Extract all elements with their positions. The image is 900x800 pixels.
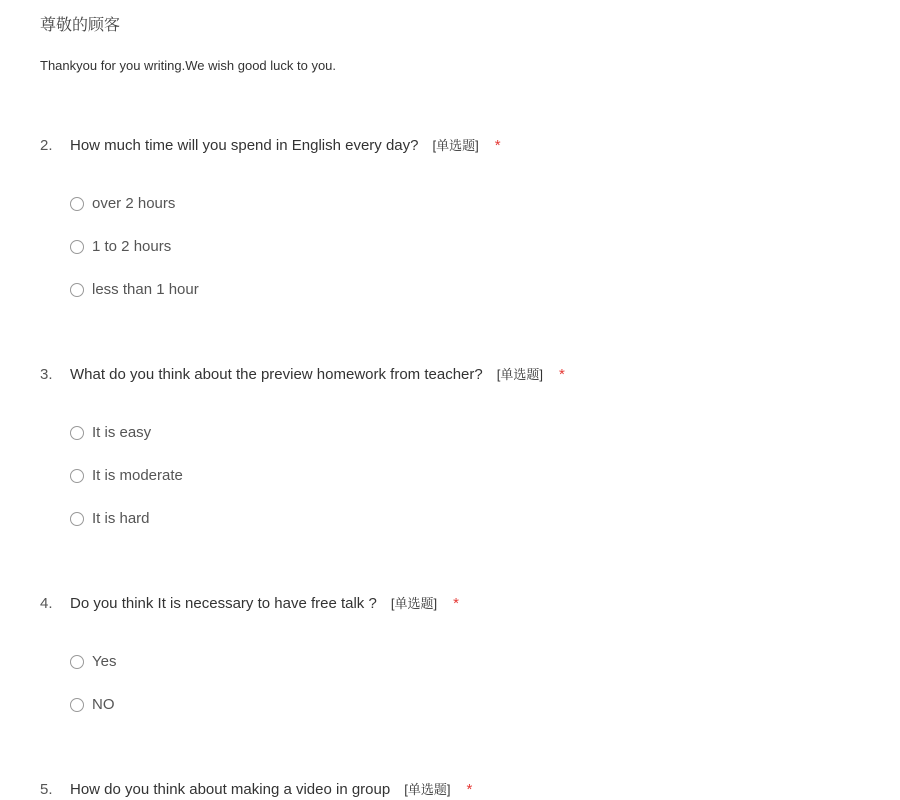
greeting-title: 尊敬的顾客 bbox=[40, 17, 121, 34]
question-type-tag: [单选题] bbox=[496, 367, 543, 382]
question-text: How much time will you spend in English every day? bbox=[70, 137, 419, 154]
radio-button[interactable] bbox=[70, 283, 84, 297]
question-type-tag: [单选题] bbox=[390, 596, 438, 611]
option-label: 1 to 2 hours bbox=[92, 238, 172, 255]
option-label: Yes bbox=[92, 653, 117, 670]
option-no[interactable] bbox=[70, 695, 116, 738]
option-yes[interactable] bbox=[70, 652, 116, 695]
radio-button[interactable] bbox=[70, 655, 84, 669]
option-label: It is hard bbox=[92, 510, 150, 527]
radio-button[interactable] bbox=[70, 469, 84, 483]
question-number: 5. bbox=[40, 781, 53, 798]
question-number: 3. bbox=[40, 366, 53, 383]
option-it-is-hard[interactable] bbox=[70, 509, 183, 552]
option-list bbox=[70, 652, 116, 738]
question-title bbox=[40, 779, 880, 800]
required-mark: * bbox=[494, 137, 501, 154]
question-text: How do you think about making a video in group bbox=[70, 781, 391, 798]
required-mark: * bbox=[466, 781, 473, 798]
option-it-is-moderate[interactable] bbox=[70, 466, 183, 509]
option-over-2-hours[interactable] bbox=[70, 194, 199, 237]
option-it-is-easy[interactable] bbox=[70, 423, 183, 466]
question-2 bbox=[40, 135, 880, 298]
option-label: It is easy bbox=[92, 424, 152, 441]
radio-button[interactable] bbox=[70, 698, 84, 712]
intro-text: Thankyou for you writing.We wish good luck to you. bbox=[40, 58, 337, 73]
question-type-tag: [单选题] bbox=[432, 138, 479, 153]
question-title bbox=[40, 364, 880, 386]
question-text: Do you think It is necessary to have free talk ? bbox=[70, 595, 377, 612]
radio-button[interactable] bbox=[70, 240, 84, 254]
question-4 bbox=[40, 593, 880, 713]
required-mark: * bbox=[558, 366, 565, 383]
question-type-tag: [单选题] bbox=[404, 782, 451, 797]
question-title bbox=[40, 593, 880, 615]
option-label: less than 1 hour bbox=[92, 281, 199, 298]
radio-button[interactable] bbox=[70, 426, 84, 440]
radio-button[interactable] bbox=[70, 512, 84, 526]
option-list bbox=[70, 423, 183, 552]
option-label: NO bbox=[92, 696, 115, 713]
option-less-than-1-hour[interactable] bbox=[70, 280, 199, 323]
option-1-to-2-hours[interactable] bbox=[70, 237, 199, 280]
required-mark: * bbox=[453, 595, 459, 612]
radio-button[interactable] bbox=[70, 197, 84, 211]
question-title bbox=[40, 135, 880, 157]
question-number: 4. bbox=[40, 595, 53, 612]
option-list bbox=[70, 194, 199, 323]
option-label: over 2 hours bbox=[92, 195, 176, 212]
question-3 bbox=[40, 364, 880, 527]
question-number: 2. bbox=[40, 137, 53, 154]
question-5 bbox=[40, 779, 880, 800]
question-text: What do you think about the preview homework from teacher? bbox=[70, 366, 483, 383]
option-label: It is moderate bbox=[92, 467, 183, 484]
